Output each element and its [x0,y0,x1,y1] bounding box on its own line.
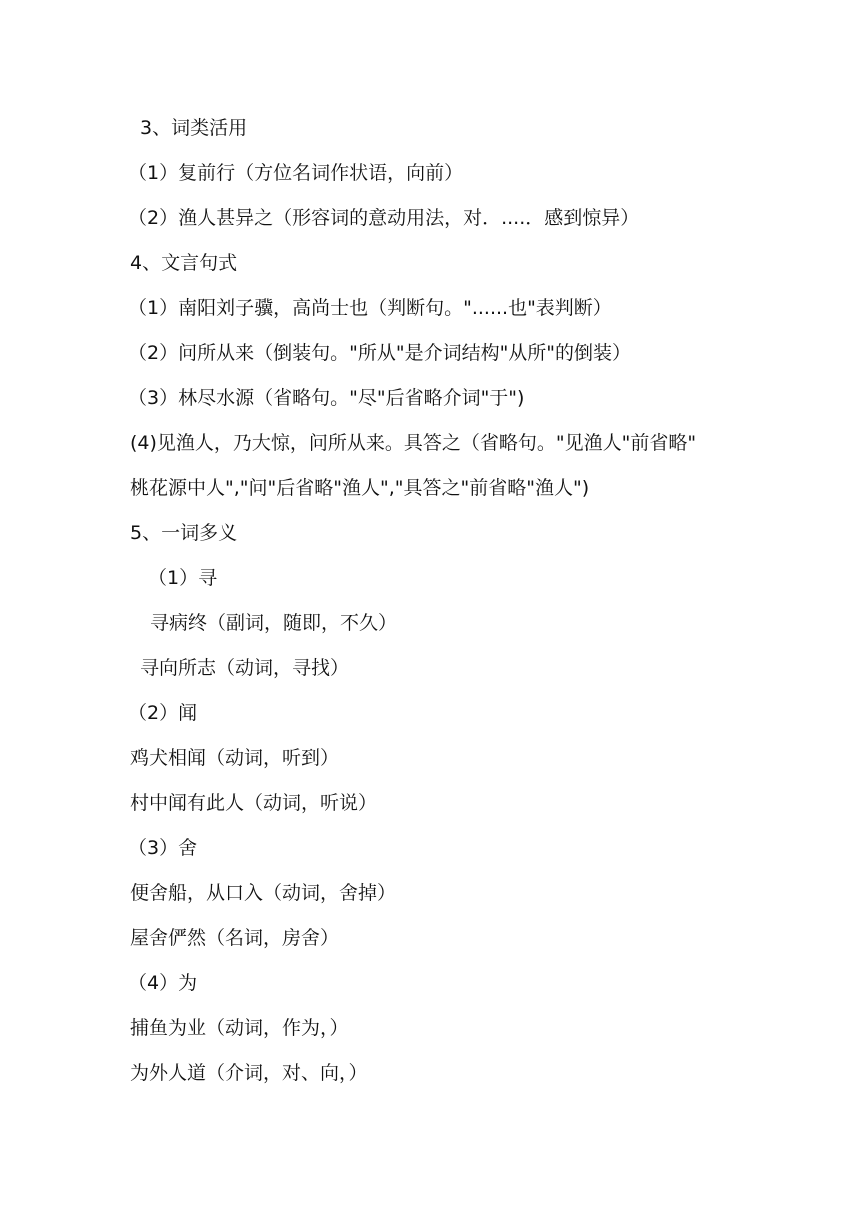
heading-sentence-patterns: 4、文言句式 [130,252,238,274]
text-line: （1）寻 [148,567,218,589]
text-line: （2）问所从来（倒装句。"所从"是介词结构"从所"的倒装） [128,342,632,364]
text-line: 村中闻有此人（动词，听说） [130,792,378,814]
text-line: （3）林尽水源（省略句。"尽"后省略介词"于") [128,387,525,409]
heading-polysemy: 5、一词多义 [130,522,238,544]
text-line: （3）舍 [128,837,198,859]
text-line: （2）闻 [128,702,198,724]
text-line: 鸡犬相闻（动词，听到） [130,747,340,769]
text-line: 捕鱼为业（动词，作为，） [130,1017,349,1039]
text-line: 桃花源中人","问"后省略"渔人","具答之"前省略"渔人") [130,477,590,499]
text-line: （2）渔人甚异之（形容词的意动用法，对．....．感到惊异） [128,207,640,229]
text-line: 为外人道（介词，对、向，） [130,1062,368,1084]
text-line: （1）南阳刘子骥，高尚士也（判断句。"......也"表判断） [128,297,612,319]
text-line: 寻向所志（动词，寻找） [140,657,350,679]
text-line: （4）为 [128,972,198,994]
heading-word-class: 3、词类活用 [140,117,248,139]
text-line: 屋舍俨然（名词，房舍） [130,927,340,949]
text-line: （1）复前行（方位名词作状语，向前） [128,162,464,184]
text-line: 寻病终（副词，随即，不久） [150,612,398,634]
text-line: (4)见渔人，乃大惊，问所从来。具答之（省略句。"见渔人"前省略" [130,432,697,454]
text-line: 便舍船，从口入（动词，舍掉） [130,882,397,904]
